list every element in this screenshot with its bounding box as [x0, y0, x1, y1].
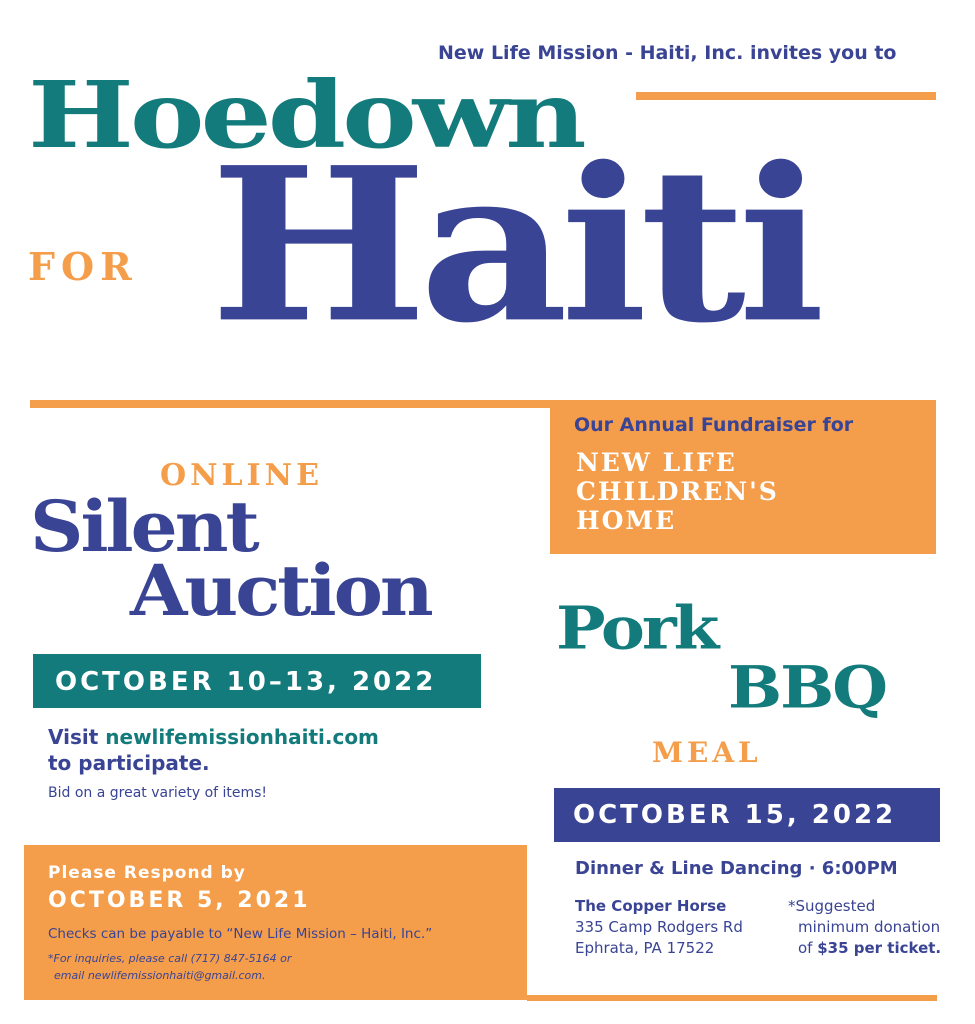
bbq-title-meal: MEAL	[652, 736, 762, 769]
donation-line: minimum donation	[798, 918, 941, 936]
website-link[interactable]: newlifemissionhaiti.com	[105, 725, 379, 749]
bid-note: Bid on a great variety of items!	[48, 785, 268, 801]
title-for: FOR	[28, 244, 138, 289]
fundraiser-intro: Our Annual Fundraiser for	[574, 414, 854, 436]
venue-name: The Copper Horse	[575, 897, 727, 915]
checks-payable-note: Checks can be payable to “New Life Mission – Haiti, Inc.”	[48, 926, 433, 942]
fundraiser-name-line: CHILDREN'S	[576, 477, 779, 506]
inquiries-phone: *For inquiries, please call (717) 847-5164 or	[48, 952, 292, 965]
dinner-time: Dinner & Line Dancing · 6:00PM	[575, 858, 898, 879]
invite-line: New Life Mission - Haiti, Inc. invites you to	[438, 42, 897, 64]
bbq-title-pork: Pork	[556, 592, 717, 663]
auction-title-auction: Auction	[130, 550, 431, 632]
auction-title-silent: Silent	[30, 486, 257, 568]
visit-prefix: Visit	[48, 725, 106, 749]
fundraiser-name-line: NEW LIFE	[576, 448, 737, 477]
donation-prefix: of	[798, 939, 818, 957]
bbq-title-bbq: BBQ	[728, 654, 886, 723]
title-hoedown: Hoedown	[28, 61, 583, 170]
fundraiser-name	[576, 448, 779, 535]
rsvp-label: Please Respond by	[48, 863, 246, 883]
visit-instructions	[48, 724, 379, 776]
rsvp-date: OCTOBER 5, 2021	[48, 888, 311, 913]
inquiries-email: email newlifemissionhaiti@gmail.com.	[54, 969, 266, 982]
top-divider-bar	[636, 92, 936, 100]
bottom-divider-bar	[527, 995, 937, 1001]
donation-amount: $35 per ticket.	[817, 939, 942, 957]
donation-line	[788, 938, 941, 959]
auction-online-label: ONLINE	[160, 458, 323, 493]
donation-line: *Suggested	[788, 897, 876, 915]
venue-street: 335 Camp Rodgers Rd	[575, 918, 743, 936]
bbq-date: OCTOBER 15, 2022	[573, 800, 897, 830]
visit-suffix: to participate.	[48, 751, 210, 775]
title-haiti: Haiti	[210, 121, 818, 370]
fundraiser-name-line: HOME	[576, 506, 677, 535]
inquiries-note	[48, 950, 291, 984]
donation-note	[788, 896, 941, 959]
auction-dates: OCTOBER 10–13, 2022	[55, 667, 437, 697]
venue-city: Ephrata, PA 17522	[575, 939, 715, 957]
venue-address	[575, 896, 743, 959]
